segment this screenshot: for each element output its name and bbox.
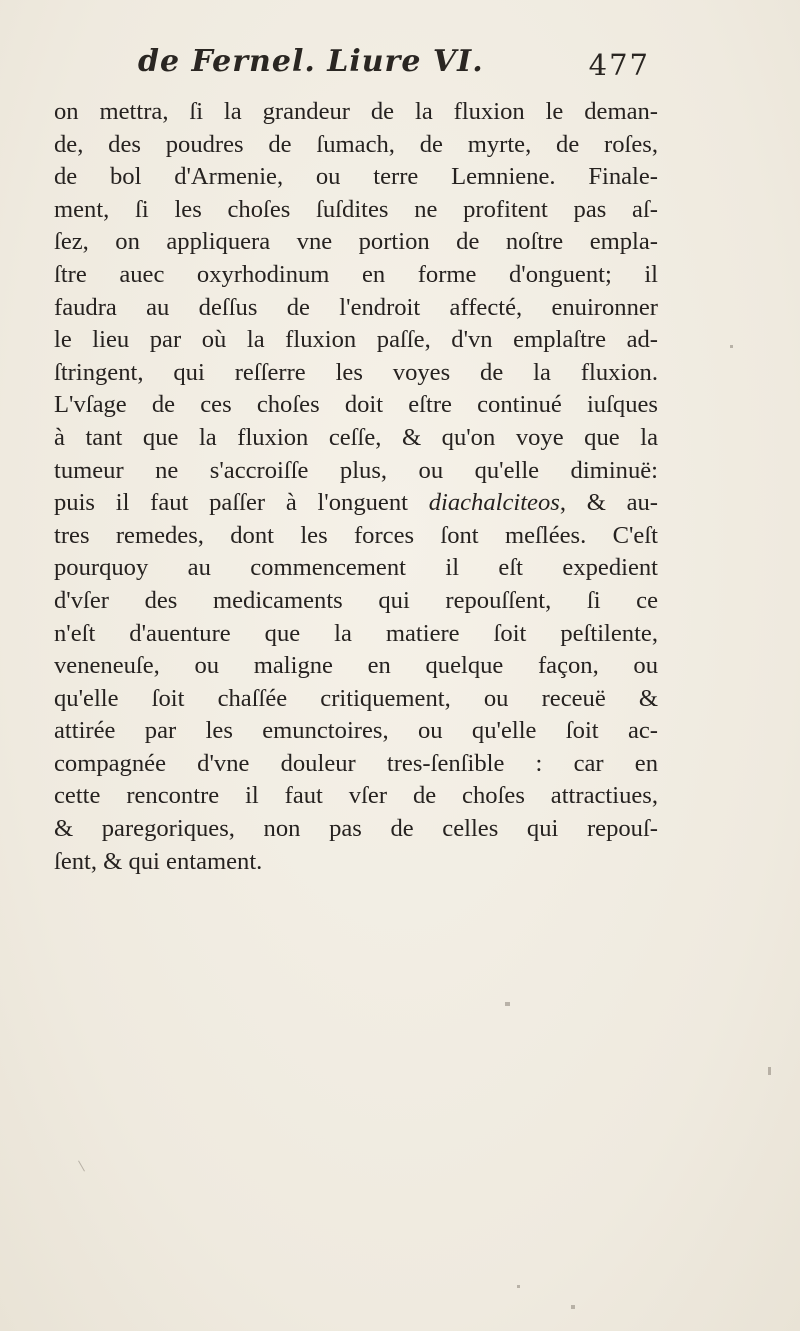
text-line: ſent, & qui entament. xyxy=(54,847,263,875)
paper-speck xyxy=(571,1305,575,1309)
italic-term: diachalciteos xyxy=(428,489,560,517)
text-line: pourquoy au commencement il eſt expedient xyxy=(54,554,658,582)
paper-speck xyxy=(78,1161,85,1172)
paper-speck xyxy=(517,1285,520,1288)
text-line: compagnée d'vne douleur tres-ſenſible : car en xyxy=(54,749,658,777)
text-line: attirée par les emunctoires, ou qu'elle ſoit ac- xyxy=(54,717,658,745)
text-line: & paregoriques, non pas de celles qui repouſ- xyxy=(54,815,658,843)
body-text xyxy=(54,96,658,878)
text-line: tumeur ne s'accroiſſe plus, ou qu'elle diminuë: xyxy=(54,456,658,484)
running-head-title: de Fernel. Liure VI. xyxy=(138,44,484,79)
text-line: n'eſt d'auenture que la matiere ſoit peſtilente, xyxy=(54,619,658,647)
text-line: de bol d'Armenie, ou terre Lemniene. Finale- xyxy=(54,163,658,191)
text-line: faudra au deſſus de l'endroit affecté, enuironner xyxy=(54,293,658,321)
text-segment: , & au- xyxy=(559,489,658,517)
text-line: ment, ſi les choſes ſuſdites ne profitent pas aſ- xyxy=(54,195,658,223)
text-line: ſtringent, qui reſſerre les voyes de la fluxion. xyxy=(54,358,658,386)
text-line: L'vſage de ces choſes doit eſtre continué iuſques xyxy=(54,391,658,419)
text-line: le lieu par où la fluxion paſſe, d'vn emplaſtre ad- xyxy=(54,326,658,354)
running-head xyxy=(138,40,658,90)
text-line-with-italic xyxy=(54,487,658,520)
text-line: qu'elle ſoit chaſſée critiquement, ou receuë & xyxy=(54,684,658,712)
text-line: d'vſer des medicaments qui repouſſent, ſi ce xyxy=(54,586,658,614)
page-number: 477 xyxy=(588,48,650,82)
paper-speck xyxy=(730,345,733,348)
text-line: tres remedes, dont les forces ſont meſlées. C'eſt xyxy=(54,521,658,549)
text-line: de, des poudres de ſumach, de myrte, de roſes, xyxy=(54,130,658,158)
text-line: on mettra, ſi la grandeur de la fluxion le deman- xyxy=(54,98,658,125)
text-line: cette rencontre il faut vſer de choſes attractiues, xyxy=(54,782,658,810)
text-line: ſez, on appliquera vne portion de noſtre empla- xyxy=(54,228,658,256)
text-line: à tant que la fluxion ceſſe, & qu'on voye que la xyxy=(54,423,658,451)
paper-speck xyxy=(505,1002,510,1006)
paper-speck xyxy=(768,1067,771,1075)
text-segment: puis il faut paſſer à l'onguent xyxy=(54,489,429,517)
text-line: veneneuſe, ou maligne en quelque façon, ou xyxy=(54,652,658,680)
text-line: ſtre auec oxyrhodinum en forme d'onguent; il xyxy=(54,260,658,288)
